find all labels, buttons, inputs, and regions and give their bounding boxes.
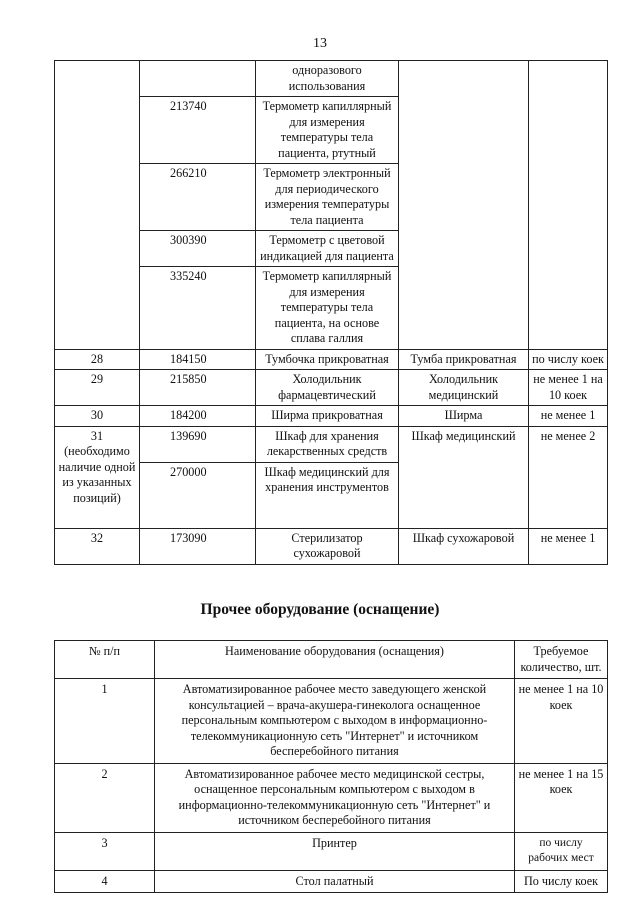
code-cell: 139690	[140, 426, 256, 462]
equip-cell: Тумба прикроватная	[399, 349, 529, 370]
name-cell: Шкаф для хранения лекарственных средств	[256, 426, 399, 462]
num-cell: 1	[55, 679, 155, 764]
table-row	[55, 406, 608, 427]
code-cell: 184200	[140, 406, 256, 427]
name-cell: Автоматизированное рабочее место заведующего женской консультацией – врача-акушера-гинеколога оснащенное персональным компьютером с выходом в информационно-телекоммуникационную сеть "Интернет" и источником бесперебойного питания	[155, 679, 515, 764]
qty-cell: не менее 1 на 15 коек	[515, 763, 608, 832]
qty-cell: По числу коек	[515, 870, 608, 893]
table-row	[55, 832, 608, 870]
table-row	[55, 679, 608, 764]
code-cell: 184150	[140, 349, 256, 370]
qty-cell: не менее 1	[529, 528, 608, 564]
code-cell: 300390	[140, 231, 256, 267]
num-cell: 2	[55, 763, 155, 832]
table-header-row	[55, 641, 608, 679]
name-cell: Термометр электронный для периодического измерения температуры тела пациента	[256, 164, 399, 231]
qty-cell: по числу коек	[529, 349, 608, 370]
name-cell: Термометр капиллярный для измерения температуры тела пациента, ртутный	[256, 97, 399, 164]
name-cell: Стерилизатор сухожаровой	[256, 528, 399, 564]
table-row	[55, 528, 608, 564]
name-cell: Термометр капиллярный для измерения температуры тела пациента, на основе сплава галлия	[256, 267, 399, 350]
num-cell	[55, 61, 140, 350]
qty-cell: не менее 2	[529, 426, 608, 528]
num-cell: 4	[55, 870, 155, 893]
qty-cell	[529, 61, 608, 350]
qty-cell: по числу рабочих мест	[515, 832, 608, 870]
code-cell: 266210	[140, 164, 256, 231]
table-row	[55, 349, 608, 370]
num-cell: 29	[55, 370, 140, 406]
qty-cell: не менее 1	[529, 406, 608, 427]
table-row	[55, 61, 608, 97]
name-cell: Термометр с цветовой индикацией для пациента	[256, 231, 399, 267]
header-num: № п/п	[55, 641, 155, 679]
header-qty: Требуемое количество, шт.	[515, 641, 608, 679]
other-equipment-table	[54, 640, 608, 893]
header-name: Наименование оборудования (оснащения)	[155, 641, 515, 679]
equipment-table	[54, 60, 608, 565]
num-cell: 30	[55, 406, 140, 427]
name-cell: Ширма прикроватная	[256, 406, 399, 427]
name-cell: Холодильник фармацевтический	[256, 370, 399, 406]
code-cell: 215850	[140, 370, 256, 406]
name-cell: Шкаф медицинский для хранения инструментов	[256, 462, 399, 528]
table-row	[55, 370, 608, 406]
qty-cell: не менее 1 на 10 коек	[515, 679, 608, 764]
code-cell: 335240	[140, 267, 256, 350]
equip-cell	[399, 61, 529, 350]
num-cell: 3	[55, 832, 155, 870]
equip-cell: Холодильник медицинский	[399, 370, 529, 406]
code-cell: 213740	[140, 97, 256, 164]
equip-cell: Шкаф сухожаровой	[399, 528, 529, 564]
code-cell: 173090	[140, 528, 256, 564]
name-cell: Стол палатный	[155, 870, 515, 893]
page-number: 13	[313, 36, 327, 51]
code-cell	[140, 61, 256, 97]
qty-cell: не менее 1 на 10 коек	[529, 370, 608, 406]
name-cell: одноразового использования	[256, 61, 399, 97]
name-cell: Тумбочка прикроватная	[256, 349, 399, 370]
num-cell: 32	[55, 528, 140, 564]
equip-cell: Ширма	[399, 406, 529, 427]
num-cell: 28	[55, 349, 140, 370]
num-cell: 31 (необходимо наличие одной из указанных позиций)	[55, 426, 140, 528]
table-row	[55, 870, 608, 893]
table-row	[55, 763, 608, 832]
name-cell: Принтер	[155, 832, 515, 870]
name-cell: Автоматизированное рабочее место медицинской сестры, оснащенное персональным компьютером с выходом в информационно-телекоммуникационную сеть "Интернет" и источником бесперебойного питания	[155, 763, 515, 832]
table-row	[55, 426, 608, 462]
section-title: Прочее оборудование (оснащение)	[200, 601, 440, 618]
code-cell: 270000	[140, 462, 256, 528]
equip-cell: Шкаф медицинский	[399, 426, 529, 528]
